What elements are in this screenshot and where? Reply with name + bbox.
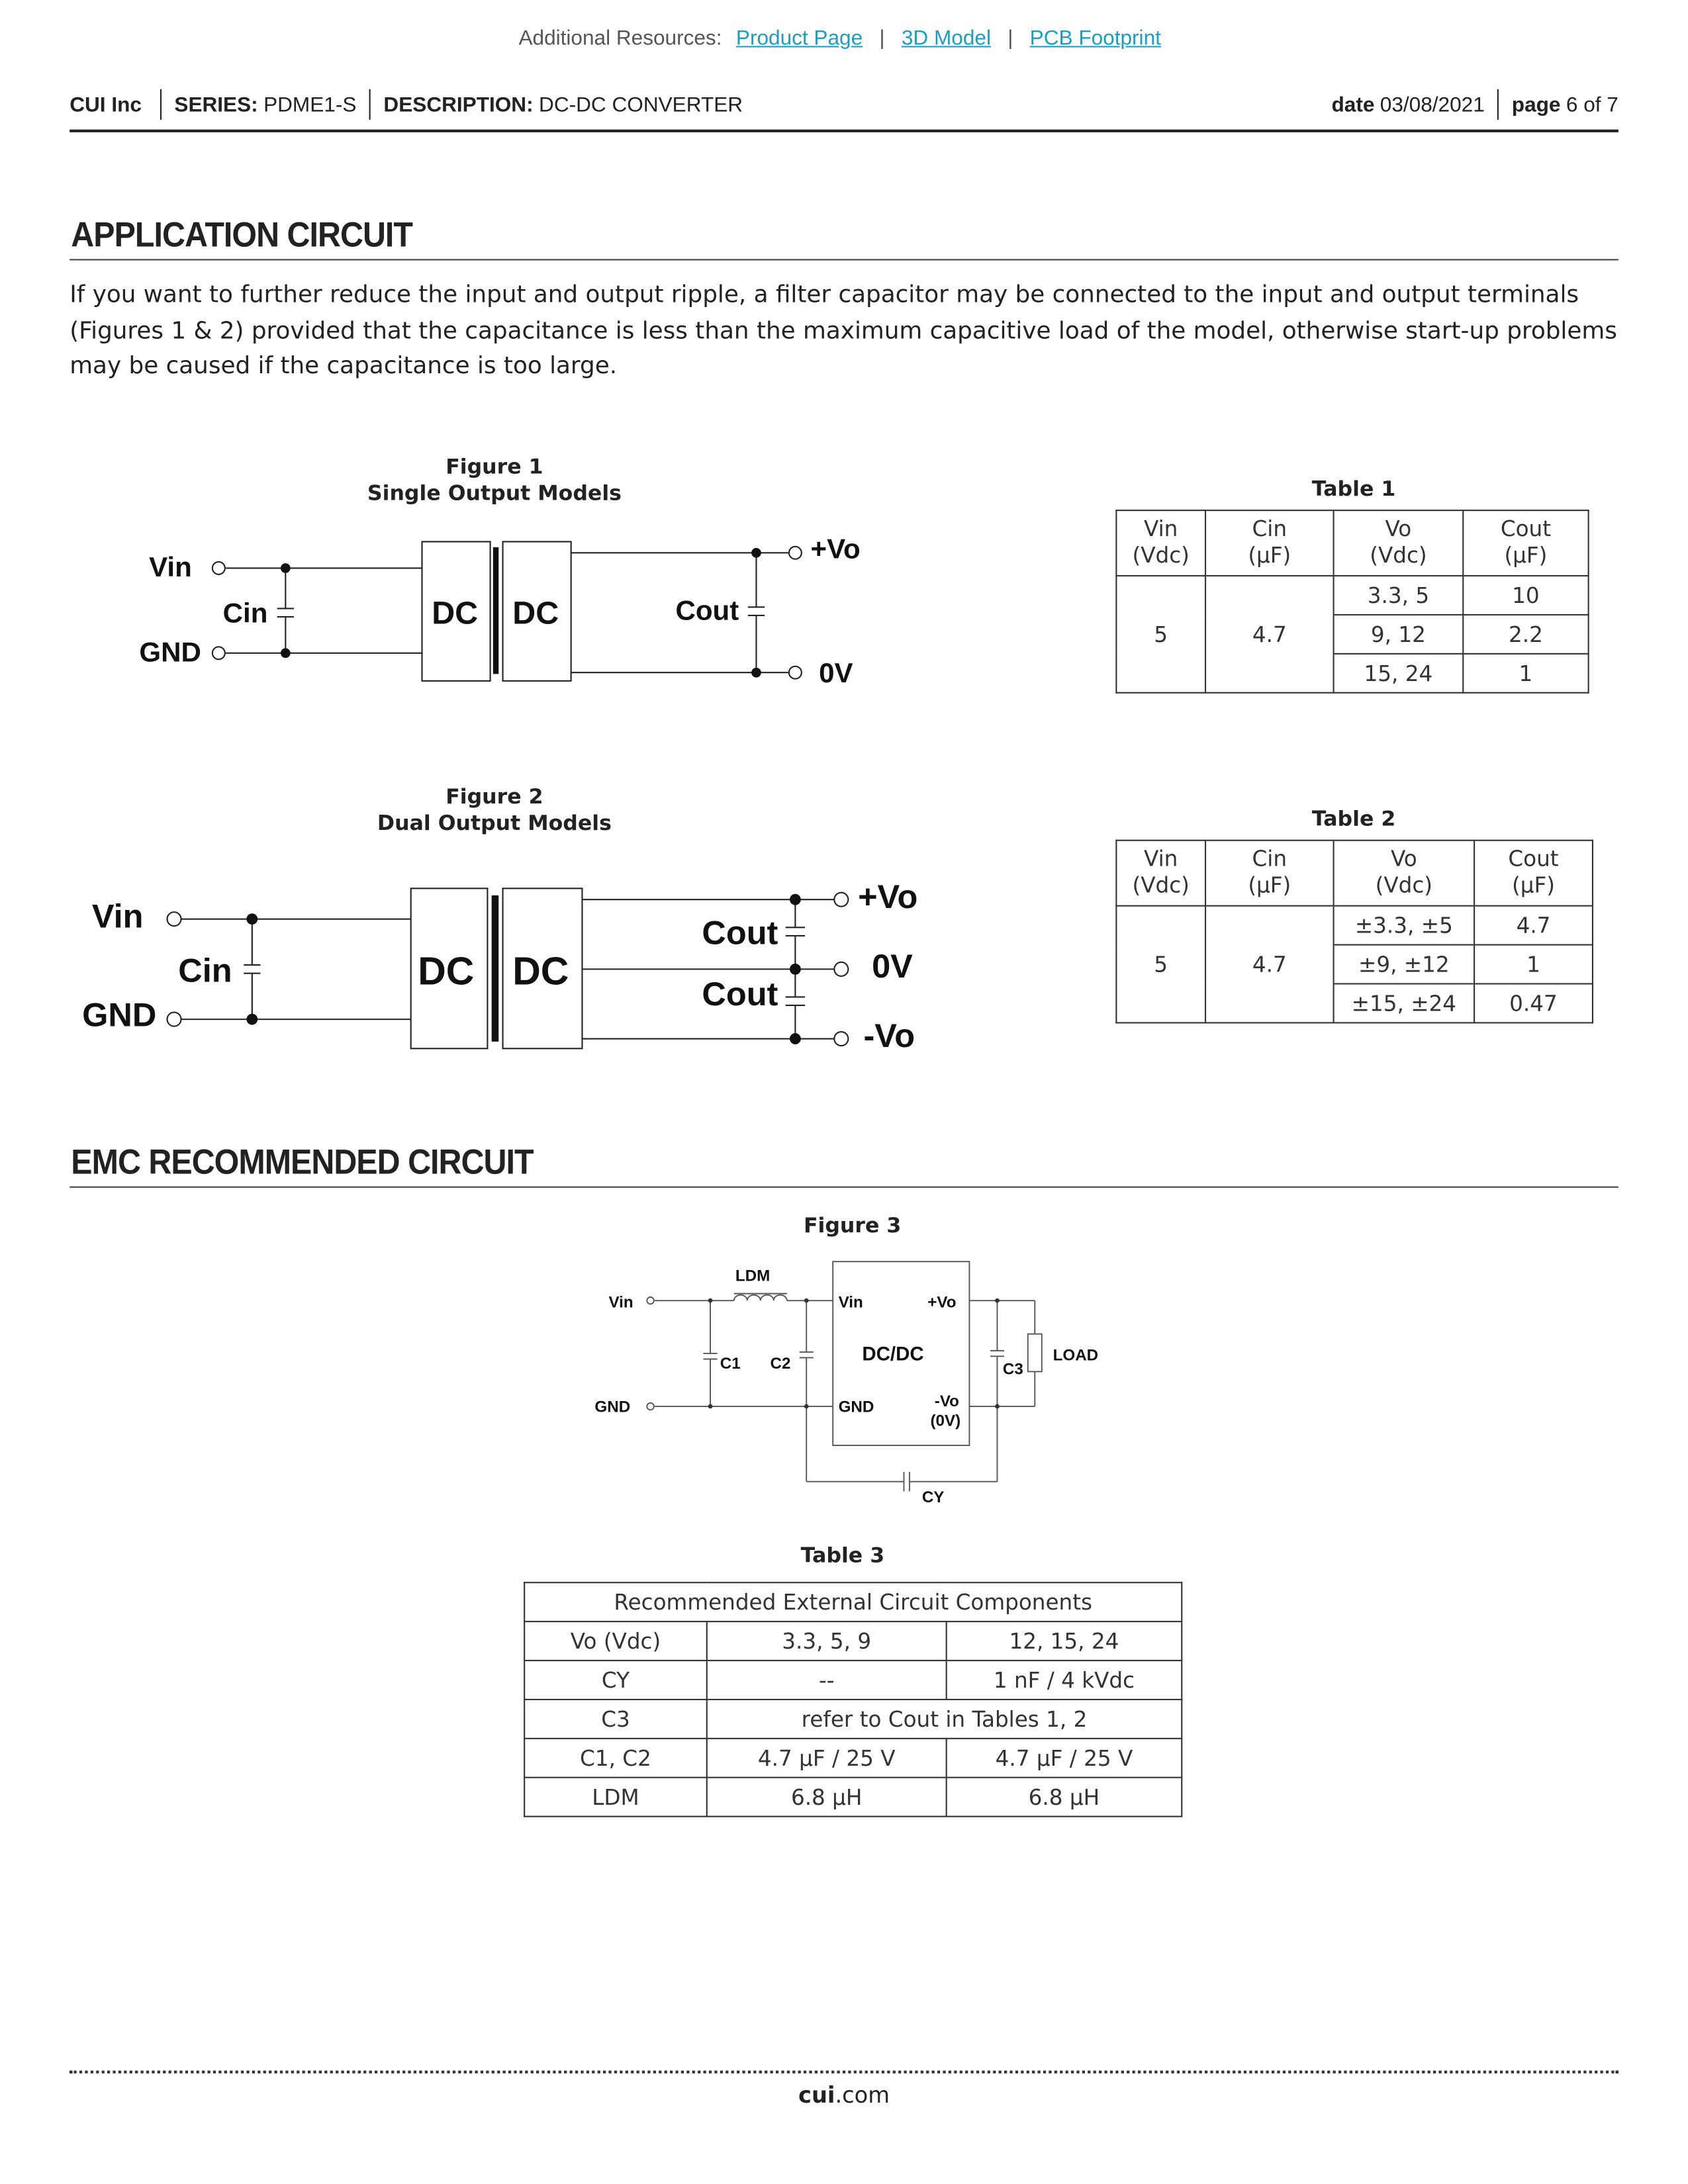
c1-label: C1: [720, 1355, 741, 1373]
section-rule: [70, 1187, 1618, 1188]
product-page-link[interactable]: Product Page: [735, 26, 863, 50]
table3: [524, 1582, 1182, 1817]
page-label: page: [1511, 92, 1561, 116]
table-row: LDM 6.8 µH 6.8 µH: [524, 1778, 1182, 1817]
dc-output-label: DC: [512, 950, 569, 993]
section-title-emc: EMC RECOMMENDED CIRCUIT: [71, 1143, 534, 1183]
table3-title: Table 3: [800, 1543, 885, 1569]
table-row: 9, 12 2.2: [1116, 615, 1588, 654]
cy-label: CY: [921, 1488, 945, 1507]
gnd-label: GND: [139, 636, 201, 668]
dcdc-label: DC/DC: [862, 1343, 924, 1365]
c3-label: C3: [1002, 1360, 1023, 1379]
vo-neg-label: -Vo: [863, 1017, 915, 1055]
table-row: 5 4.7 3.3, 5 10: [1116, 576, 1588, 615]
page-number: 6 of 7: [1566, 92, 1618, 116]
table-row: ±9, ±12 1: [1116, 945, 1593, 984]
date-label: date: [1331, 92, 1375, 116]
pin-0v-label: (0V): [930, 1412, 961, 1430]
vin-label: Vin: [608, 1293, 633, 1312]
cout-label: Cout: [702, 913, 778, 952]
dc-input-label: DC: [418, 950, 475, 993]
figure3-title: Figure 3: [803, 1212, 902, 1238]
separator: |: [879, 26, 885, 50]
table1: Vin (Vdc) Cin (µF) Vo (Vdc) Cout (µF) 5 4.7 3.3, 5 10 9, 12 2.2 15, 24 1: [1115, 510, 1589, 694]
description-label: DESCRIPTION:: [383, 92, 534, 116]
3d-model-link[interactable]: 3D Model: [901, 26, 991, 50]
section-title-application: APPLICATION CIRCUIT: [71, 216, 413, 255]
company-name: CUI Inc: [70, 92, 142, 116]
series-value: PDME1-S: [263, 92, 357, 116]
table-row: 5 4.7 ±3.3, ±5 4.7: [1116, 906, 1593, 945]
table-row: CY -- 1 nF / 4 kVdc: [524, 1661, 1182, 1700]
pcb-footprint-link[interactable]: PCB Footprint: [1029, 26, 1161, 50]
table-row: ±15, ±24 0.47: [1116, 983, 1593, 1023]
vo-pos-label: +Vo: [858, 877, 918, 915]
series-label: SERIES:: [174, 92, 258, 116]
vin-label: Vin: [91, 897, 144, 935]
separator: |: [1008, 26, 1013, 50]
footer-brand: cui.com: [798, 2081, 890, 2109]
c2-label: C2: [770, 1355, 791, 1373]
cin-label: Cin: [222, 597, 268, 629]
table3-caption: Recommended External Circuit Components: [524, 1582, 1182, 1621]
application-paragraph: If you want to further reduce the input and output ripple, a filter capacitor may be connected to the input and output terminals (Figures 1 & 2) provided that the capacitance is less than the maximum capacitive load of the model, otherwise start-up problems may be caused if the capacitance is too large.: [70, 281, 1617, 381]
table-row: Vo (Vdc) 3.3, 5, 9 12, 15, 24: [524, 1621, 1182, 1661]
pin-vo-pos-label: +Vo: [927, 1293, 957, 1312]
gnd-label: GND: [594, 1398, 631, 1416]
footer-rule: [70, 2071, 1618, 2073]
resources-label: Additional Resources:: [518, 26, 722, 50]
vo-zero-label: 0V: [872, 947, 913, 985]
description-value: DC-DC CONVERTER: [539, 92, 743, 116]
table-row: 15, 24 1: [1116, 654, 1588, 693]
cin-label: Cin: [178, 951, 232, 989]
pin-vin-label: Vin: [838, 1293, 863, 1312]
pin-vo-neg-label: -Vo: [934, 1392, 959, 1411]
gnd-label: GND: [82, 995, 157, 1034]
cout-label: Cout: [675, 594, 739, 626]
table2-title: Table 2: [1311, 806, 1396, 832]
vo-zero-label: 0V: [819, 657, 853, 688]
date-value: 03/08/2021: [1380, 92, 1485, 116]
load-label: LOAD: [1053, 1346, 1099, 1365]
pin-gnd-label: GND: [838, 1398, 874, 1416]
dc-input-label: DC: [432, 595, 479, 631]
table-row: C1, C2 4.7 µF / 25 V 4.7 µF / 25 V: [524, 1739, 1182, 1778]
cout-label: Cout: [702, 975, 778, 1013]
table2: Vin (Vdc) Cin (µF) Vo (Vdc) Cout (µF) 5 4.7 ±3.3, ±5 4.7 ±9, ±12 1 ±15, ±24 0.47: [1115, 840, 1593, 1024]
table1-title: Table 1: [1311, 476, 1396, 502]
vin-label: Vin: [149, 551, 192, 583]
ldm-label: LDM: [735, 1267, 771, 1285]
figure2-title: Figure 2 Dual Output Models: [377, 784, 612, 836]
vo-pos-label: +Vo: [810, 533, 861, 565]
table-row: C3 refer to Cout in Tables 1, 2: [524, 1700, 1182, 1739]
dc-output-label: DC: [512, 595, 559, 631]
figure1-title: Figure 1 Single Output Models: [367, 453, 622, 506]
